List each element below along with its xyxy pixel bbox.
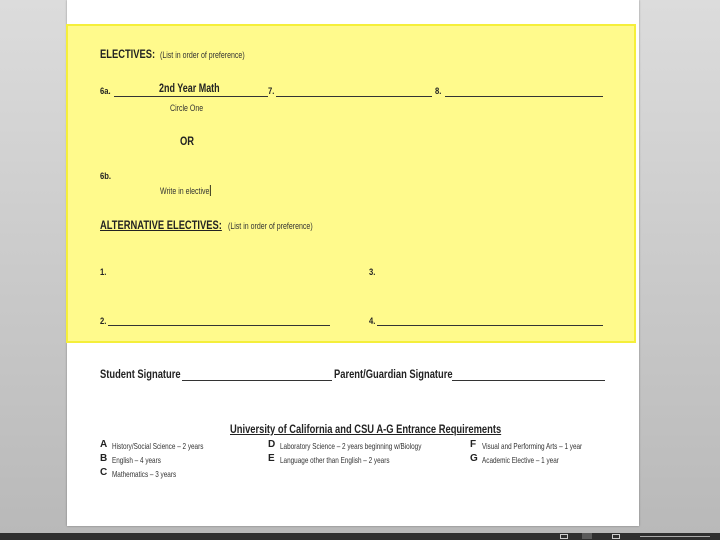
- requirements-title: University of California and CSU A-G Entrance Requirements: [230, 422, 502, 436]
- requirement-text: Laboratory Science – 2 years beginning w/Biology: [280, 441, 422, 451]
- print-layout-icon[interactable]: [582, 533, 592, 539]
- zoom-slider[interactable]: [640, 536, 710, 537]
- requirement-text: Language other than English – 2 years: [280, 455, 390, 465]
- alternative-electives-note: (List in order of preference): [228, 221, 313, 231]
- elective-7-label: 7.: [268, 86, 275, 97]
- alternative-electives-heading: ALTERNATIVE ELECTIVES:: [100, 218, 222, 232]
- circle-one-hint: Circle One: [170, 103, 204, 113]
- requirement-text: Academic Elective – 1 year: [482, 455, 559, 465]
- alt-item-1-label: 1.: [100, 267, 107, 278]
- web-layout-icon[interactable]: [612, 534, 620, 539]
- write-in-elective-text: Write in elective: [160, 186, 210, 196]
- status-bar: [0, 533, 720, 540]
- alt-item-2-line[interactable]: [108, 325, 330, 326]
- alt-item-3-label: 3.: [369, 267, 376, 278]
- elective-6a-line[interactable]: [114, 96, 268, 97]
- requirement-letter: C: [100, 467, 108, 478]
- alt-item-4-line[interactable]: [377, 325, 603, 326]
- elective-8-line[interactable]: [445, 96, 603, 97]
- text-cursor: [210, 185, 211, 196]
- write-in-elective-field[interactable]: [160, 185, 211, 196]
- requirement-letter: F: [470, 439, 477, 450]
- requirement-letter: B: [100, 453, 108, 464]
- requirement-text: English – 4 years: [112, 455, 161, 465]
- requirement-letter: A: [100, 439, 108, 450]
- alt-item-4-label: 4.: [369, 316, 376, 327]
- alt-item-2-label: 2.: [100, 316, 107, 327]
- parent-signature-line[interactable]: [452, 380, 605, 381]
- text-highlight-region: [66, 24, 636, 343]
- elective-6a-value[interactable]: 2nd Year Math: [159, 83, 220, 95]
- requirement-letter: D: [268, 439, 276, 450]
- requirement-text: Mathematics – 3 years: [112, 469, 177, 479]
- elective-8-label: 8.: [435, 86, 442, 97]
- electives-note: (List in order of preference): [160, 50, 245, 60]
- electives-heading: ELECTIVES:: [100, 47, 156, 61]
- elective-6b-label: 6b.: [100, 171, 111, 182]
- or-separator: OR: [180, 134, 195, 148]
- requirement-letter: G: [470, 453, 478, 464]
- requirement-text: History/Social Science – 2 years: [112, 441, 204, 451]
- student-signature-line[interactable]: [182, 380, 332, 381]
- requirement-letter: E: [268, 453, 275, 464]
- student-signature-label: Student Signature: [100, 367, 181, 381]
- elective-6a-label: 6a.: [100, 86, 111, 97]
- read-mode-icon[interactable]: [560, 534, 568, 539]
- parent-signature-label: Parent/Guardian Signature: [334, 367, 453, 381]
- elective-7-line[interactable]: [276, 96, 432, 97]
- requirement-text: Visual and Performing Arts – 1 year: [482, 441, 583, 451]
